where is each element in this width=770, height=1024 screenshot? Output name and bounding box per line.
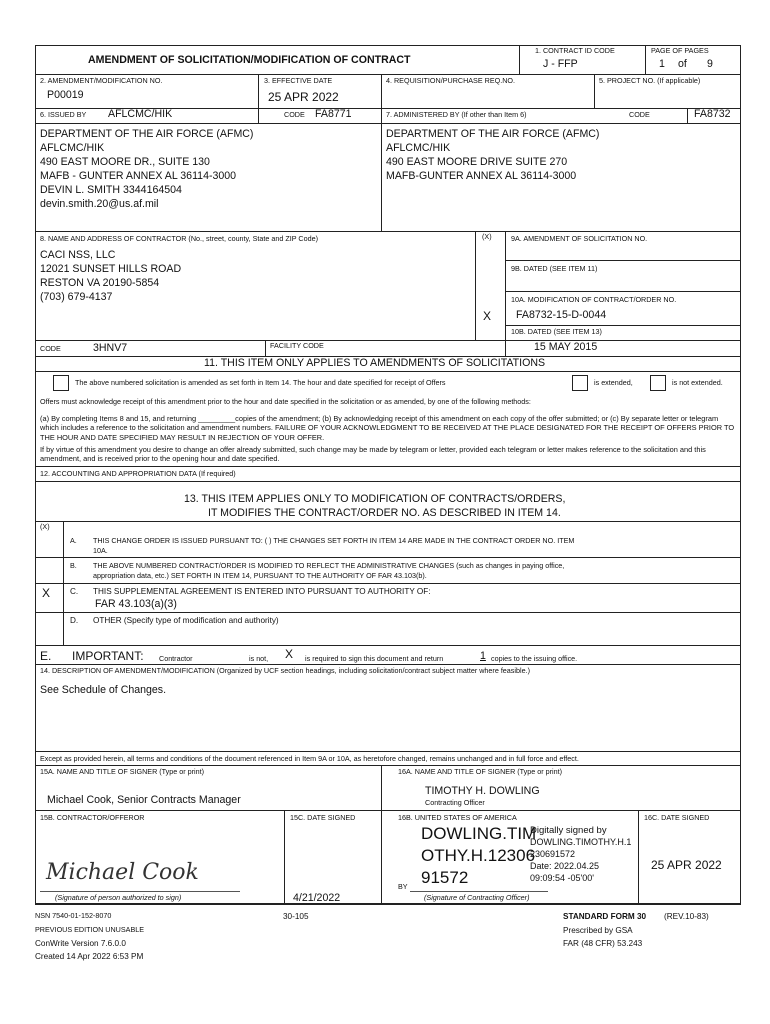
not-extended-label: is not extended. bbox=[672, 378, 723, 387]
united-states-label: 16B. UNITED STATES OF AMERICA bbox=[398, 813, 517, 822]
is-required-label: is required to sign this document and return bbox=[305, 654, 444, 663]
item13b-letter: B. bbox=[70, 561, 77, 570]
amendment-no-label: 2. AMENDMENT/MODIFICATION NO. bbox=[40, 76, 163, 85]
date-15c-label: 15C. DATE SIGNED bbox=[290, 813, 356, 822]
date-15c-value[interactable]: 4/21/2022 bbox=[293, 892, 341, 904]
item13a-text-cont: 10A. bbox=[93, 546, 108, 555]
issued-code-label: CODE bbox=[284, 110, 305, 119]
item11-title: 11. THIS ITEM ONLY APPLIES TO AMENDMENTS OF SOLICITATIONS bbox=[204, 357, 546, 369]
copies-text: copies to the issuing office. bbox=[491, 654, 578, 663]
x-column-label: (X) bbox=[482, 232, 492, 241]
contractor-label: 8. NAME AND ADDRESS OF CONTRACTOR (No., street, county, State and ZIP Code) bbox=[40, 234, 319, 243]
facility-code-label: FACILITY CODE bbox=[270, 341, 324, 350]
extended-checkbox[interactable] bbox=[572, 375, 588, 391]
contractor-code-label: CODE bbox=[40, 344, 61, 353]
page-total: 9 bbox=[707, 58, 713, 70]
signer-16a-label: 16A. NAME AND TITLE OF SIGNER (Type or print) bbox=[398, 767, 563, 776]
amendment-solicitation-label: 9A. AMENDMENT OF SOLICITATION NO. bbox=[511, 234, 648, 243]
item13c-x-mark[interactable]: X bbox=[42, 586, 51, 600]
contractor-code-value[interactable]: 3HNV7 bbox=[93, 342, 128, 354]
signer-15a-name[interactable]: Michael Cook, Senior Contracts Manager bbox=[47, 794, 241, 806]
contractor-offeror-label: 15B. CONTRACTOR/OFFEROR bbox=[40, 813, 145, 822]
item13-x-label: (X) bbox=[40, 522, 50, 531]
item11-paragraph-a: (a) By completing Items 8 and 15, and returning _________copies of the amendment; (b) By acknowledging receipt of this amendment on each copy of the offer submitted; or (c) By separate letter or telegram which includes a reference to the solicitation and amendment numbers. FAILURE OF YOUR ACKNOWLEDGMENT TO BE RECEIVED AT THE PLACE DESIGNATED FOR THE RECEIPT OF OFFERS PRIOR TO THE HOUR AND DATE SPECIFIED MAY RESULT IN REJECTION OF YOUR OFFER. bbox=[40, 414, 735, 442]
item13c-authority[interactable]: FAR 43.103(a)(3) bbox=[95, 598, 177, 610]
conwrite-version: ConWrite Version 7.6.0.0 bbox=[35, 939, 126, 948]
item13d-text: OTHER (Specify type of modification and authority) bbox=[93, 616, 279, 625]
contracting-officer-signature-caption: (Signature of Contracting Officer) bbox=[424, 893, 530, 902]
dated-10b-value[interactable]: 15 MAY 2015 bbox=[534, 341, 598, 353]
contractor-signature[interactable]: Michael Cook bbox=[46, 860, 199, 885]
far-reference: FAR (48 CFR) 53.243 bbox=[563, 939, 643, 948]
amendment-no-value[interactable]: P00019 bbox=[47, 89, 84, 101]
date-16c-value[interactable]: 25 APR 2022 bbox=[651, 858, 722, 872]
item13c-letter: C. bbox=[70, 587, 79, 596]
item13b-text: THE ABOVE NUMBERED CONTRACT/ORDER IS MODIFIED TO REFLECT THE ADMINISTRATIVE CHANGES (such as changes in paying office, bbox=[93, 561, 565, 570]
requisition-label: 4. REQUISITION/PURCHASE REQ.NO. bbox=[386, 76, 515, 85]
date-16c-label: 16C. DATE SIGNED bbox=[644, 813, 710, 822]
dated-10b-label: 10B. DATED (SEE ITEM 13) bbox=[511, 327, 602, 336]
issued-by-name: AFLCMC/HIK bbox=[108, 108, 173, 120]
issued-by-label: 6. ISSUED BY bbox=[40, 110, 87, 119]
contractor-signature-caption: (Signature of person authorized to sign) bbox=[55, 893, 182, 902]
item13-title-line1: 13. THIS ITEM APPLIES ONLY TO MODIFICATION OF CONTRACTS/ORDERS, bbox=[184, 493, 566, 505]
item13a-letter: A. bbox=[70, 536, 77, 545]
effective-date-label: 3. EFFECTIVE DATE bbox=[264, 76, 333, 85]
item11-line1: The above numbered solicitation is amended as set forth in Item 14. The hour and date specified for receipt of Offers bbox=[75, 378, 446, 387]
item13a-text: THIS CHANGE ORDER IS ISSUED PURSUANT TO: ( ) THE CHANGES SET FORTH IN ITEM 14 ARE MADE IN THE CONTRACT ORDER NO. ITEM bbox=[93, 536, 575, 545]
by-label: BY bbox=[398, 882, 408, 891]
signer-16a-title: Contracting Officer bbox=[425, 798, 485, 807]
accounting-label: 12. ACCOUNTING AND APPROPRIATION DATA (If required) bbox=[40, 469, 236, 478]
signer-15a-label: 15A. NAME AND TITLE OF SIGNER (Type or print) bbox=[40, 767, 205, 776]
item13d-letter: D. bbox=[70, 616, 79, 625]
modification-contract-label: 10A. MODIFICATION OF CONTRACT/ORDER NO. bbox=[511, 295, 677, 304]
created-timestamp: Created 14 Apr 2022 6:53 PM bbox=[35, 952, 144, 961]
admin-code-label: CODE bbox=[629, 110, 650, 119]
not-extended-checkbox[interactable] bbox=[650, 375, 666, 391]
admin-code-value: FA8732 bbox=[694, 108, 731, 120]
nsn-number: NSN 7540-01-152-8070 bbox=[35, 911, 112, 920]
page-of: of bbox=[678, 58, 687, 70]
item13-title-line2: IT MODIFIES THE CONTRACT/ORDER NO. AS DESCRIBED IN ITEM 14. bbox=[208, 507, 561, 519]
contract-id-label: 1. CONTRACT ID CODE bbox=[535, 46, 615, 55]
except-statement: Except as provided herein, all terms and conditions of the document referenced in Item 9A or 10A, as heretofore changed, remains unchanged and in full force and effect. bbox=[40, 754, 579, 763]
project-no-label: 5. PROJECT NO. (If applicable) bbox=[599, 76, 701, 85]
dated-9b-label: 9B. DATED (SEE ITEM 11) bbox=[511, 264, 598, 273]
item11-line2: Offers must acknowledge receipt of this amendment prior to the hour and date specified in the solicitation or as amended, by one of the following methods: bbox=[40, 397, 531, 406]
standard-form-label: STANDARD FORM 30 bbox=[563, 912, 647, 921]
item-e-letter: E. bbox=[40, 649, 52, 663]
important-label: IMPORTANT: bbox=[72, 649, 144, 663]
administered-by-label: 7. ADMINISTERED BY (If other than Item 6) bbox=[386, 110, 527, 119]
modification-contract-value[interactable]: FA8732-15-D-0044 bbox=[516, 309, 607, 321]
item11-amended-checkbox[interactable] bbox=[53, 375, 69, 391]
item-e-x-mark[interactable]: X bbox=[285, 647, 294, 661]
prescribed-by: Prescribed by GSA bbox=[563, 926, 633, 935]
item10-x-mark[interactable]: X bbox=[483, 309, 492, 323]
item13b-text-cont: appropriation data, etc.) SET FORTH IN ITEM 14, PURSUANT TO THE AUTHORITY OF FAR 43.103(b). bbox=[93, 571, 427, 580]
page-number: 1 bbox=[659, 58, 665, 70]
form-title: AMENDMENT OF SOLICITATION/MODIFICATION OF CONTRACT bbox=[88, 54, 411, 66]
is-not-label: is not, bbox=[249, 654, 269, 663]
previous-edition: PREVIOUS EDITION UNUSABLE bbox=[35, 925, 145, 934]
item11-paragraph-b: If by virtue of this amendment you desire to change an offer already submitted, such change may be made by telegram or letter, provided each telegram or letter makes reference to the solicitation and this amendment, and is received prior to the opening hour and date specified. bbox=[40, 445, 706, 464]
copies-number[interactable]: 1 bbox=[480, 650, 486, 662]
item13c-text: THIS SUPPLEMENTAL AGREEMENT IS ENTERED INTO PURSUANT TO AUTHORITY OF: bbox=[93, 587, 431, 596]
page-label: PAGE OF PAGES bbox=[651, 46, 709, 55]
contract-id-value: J - FFP bbox=[543, 58, 578, 70]
issued-code-value: FA8771 bbox=[315, 108, 352, 120]
description-body[interactable]: See Schedule of Changes. bbox=[40, 684, 167, 696]
extended-label: is extended, bbox=[594, 378, 633, 387]
signer-16a-name[interactable]: TIMOTHY H. DOWLING bbox=[425, 785, 540, 797]
form-number: 30-105 bbox=[283, 912, 309, 921]
contractor-word: Contractor bbox=[159, 654, 193, 663]
standard-form-revision: (REV.10-83) bbox=[664, 912, 709, 921]
description-label: 14. DESCRIPTION OF AMENDMENT/MODIFICATION (Organized by UCF section headings, including solicitation/contract subject matter where feasible.) bbox=[40, 666, 530, 675]
effective-date-value[interactable]: 25 APR 2022 bbox=[268, 90, 339, 104]
